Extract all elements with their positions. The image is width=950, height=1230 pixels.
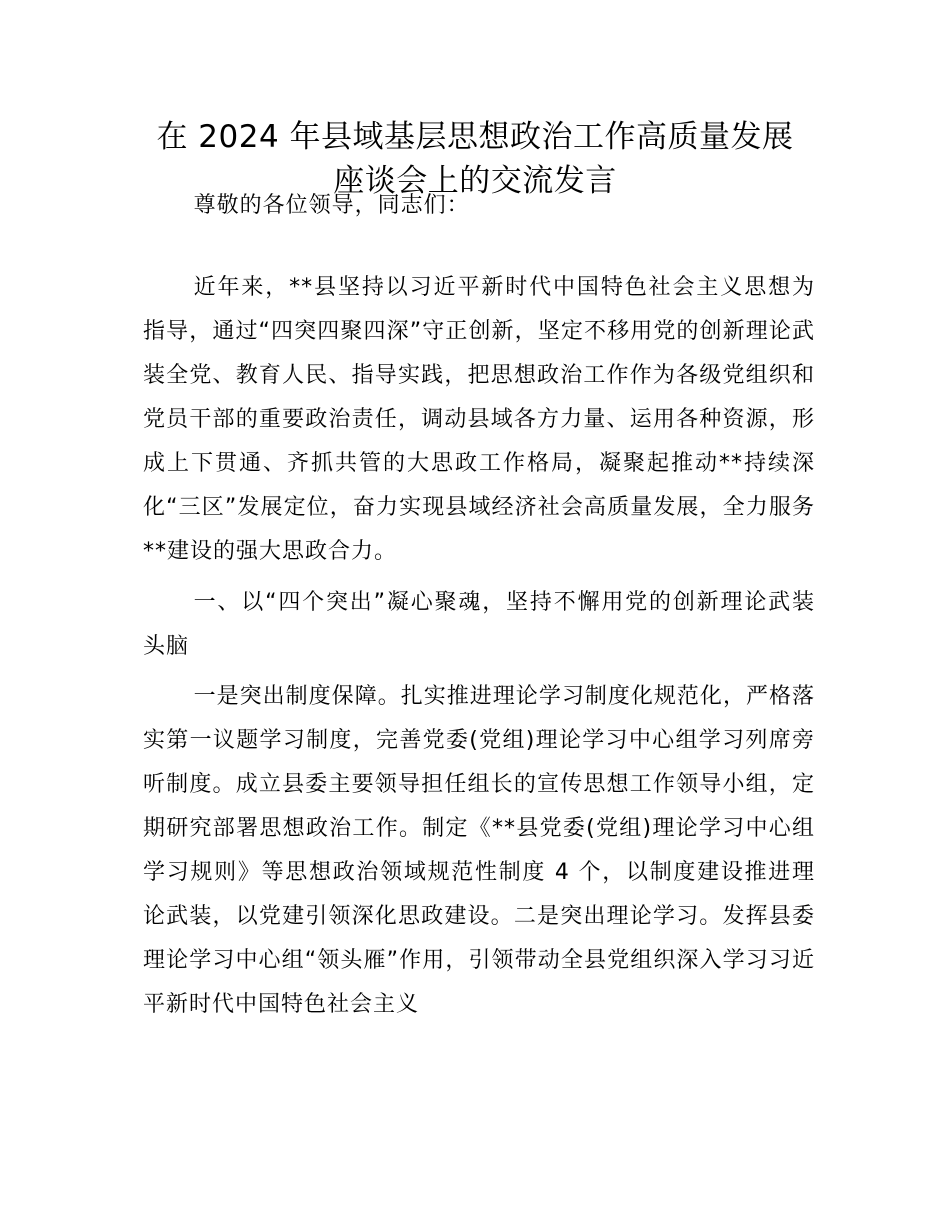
- intro-paragraph: 近年来，**县坚持以习近平新时代中国特色社会主义思想为指导，通过“四突四聚四深”守正创新，坚定不移用党的创新理论武装全党、教育人民、指导实践，把思想政治工作作为各级党组织和党员干部的重要政治责任，调动县域各方力量、运用各种资源，形成上下贯通、齐抓共管的大思政工作格局，凝聚起推动**持续深化“三区”发展定位，奋力实现县域经济社会高质量发展，全力服务**建设的强大思政合力。: [143, 275, 815, 564]
- document-title-line-2: 座谈会上的交流发言: [333, 163, 617, 199]
- salutation: 尊敬的各位领导，同志们：: [193, 193, 470, 218]
- document-title-line-1: 在 2024 年县域基层思想政治工作高质量发展: [156, 119, 794, 155]
- body-paragraph: 一是突出制度保障。扎实推进理论学习制度化规范化，严格落实第一议题学习制度，完善党委(党组)理论学习中心组学习列席旁听制度。成立县委主要领导担任组长的宣传思想工作领导小组，定期研究部署思想政治工作。制定《**县党委(党组)理论学习中心组学习规则》等思想政治领域规范性制度 4 个，以制度建设推进理论武装，以党建引领深化思政建设。二是突出理论学习。发挥县委理论学习中心组“领头雁”作用，引领带动全县党组织深入学习习近平新时代中国特色社会主义: [143, 684, 815, 1017]
- section-heading-1: 一、以“四个突出”凝心聚魂，坚持不懈用党的创新理论武装头脑: [143, 590, 815, 659]
